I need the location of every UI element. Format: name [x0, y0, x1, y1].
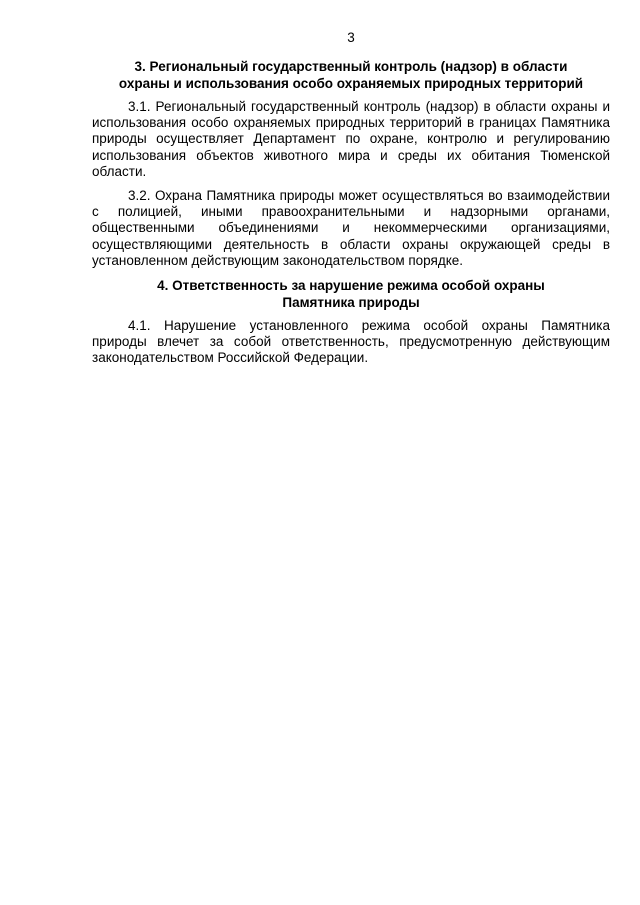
paragraph-4-1: 4.1. Нарушение установленного режима особой охраны Памятника природы влечет за собой ответственность, предусмотренную действующим законодательством Российской Федерации.	[92, 318, 610, 366]
paragraph-3-2: 3.2. Охрана Памятника природы может осуществляться во взаимодействии с полицией, иными правоохранительными и надзорными органами, общественными объединениями и некоммерческими организациями, осуществляющими деятельность в области охраны окружающей среды в установленном действующим законодательством порядке.	[92, 188, 610, 268]
section-4-heading-line-2: Памятника природы	[282, 295, 420, 311]
page-number: 3	[347, 30, 355, 45]
section-3-heading-line-2: охраны и использования особо охраняемых природных территорий	[118, 76, 584, 91]
paragraph-3-1: 3.1. Региональный государственный контроль (надзор) в области охраны и использования особо охраняемых природных территорий в границах Памятника природы осуществляет Департамент по охране, контролю и регулированию использования объектов животного мира и среды их обитания Тюменской области.	[92, 99, 610, 179]
section-3-heading-line-1: 3. Региональный государственный контроль (надзор) в области	[134, 59, 568, 74]
section-4-heading-line-1: 4. Ответственность за нарушение режима особой охраны	[157, 278, 545, 294]
section-4-heading	[92, 277, 610, 311]
section-3-heading	[92, 58, 610, 92]
